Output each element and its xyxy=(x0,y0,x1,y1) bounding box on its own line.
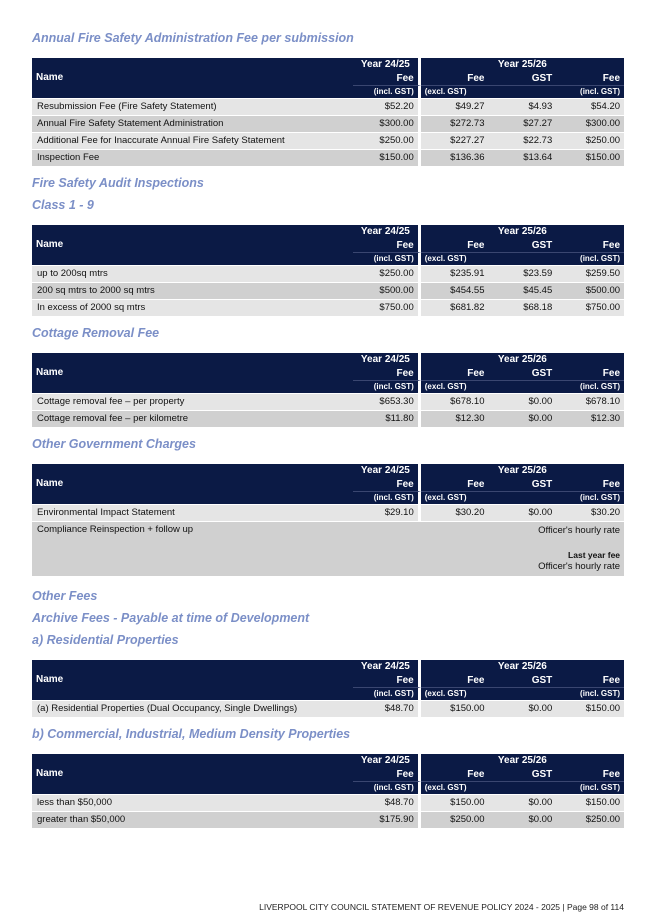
column-subheader-incl-gst: (incl. GST) xyxy=(353,687,421,700)
column-header-gst: GST xyxy=(489,239,557,252)
fee-25-26-incl-gst-cell: $678.10 xyxy=(556,393,624,410)
table-row xyxy=(32,115,624,132)
subheading-commercial-properties: b) Commercial, Industrial, Medium Density Properties xyxy=(32,727,351,741)
fee-25-26-incl-gst-cell: $150.00 xyxy=(556,700,624,717)
column-header-name: Name xyxy=(32,353,353,393)
section-heading-fire-safety-audit: Fire Safety Audit Inspections xyxy=(32,176,204,190)
fee-table-residential-properties xyxy=(32,660,624,717)
column-subheader-incl-gst: (incl. GST) xyxy=(556,491,624,504)
subheading-archive-fees: Archive Fees - Payable at time of Development xyxy=(32,611,310,625)
table-row xyxy=(32,282,624,299)
last-year-fee-label: Last year fee xyxy=(568,550,621,560)
column-header-year-24-25: Year 24/25 xyxy=(353,58,421,72)
table-row xyxy=(32,132,624,149)
column-header-year-25-26: Year 25/26 xyxy=(421,58,624,72)
column-header-fee: Fee xyxy=(421,478,489,491)
fee-name-cell: up to 200sq mtrs xyxy=(32,265,353,282)
gst-25-26-cell: $0.00 xyxy=(489,393,557,410)
fee-25-26-incl-gst-cell: $12.30 xyxy=(556,410,624,427)
fee-24-25-incl-gst-cell: $150.00 xyxy=(353,149,421,166)
fee-name-cell: less than $50,000 xyxy=(32,794,353,811)
column-header-year-25-26: Year 25/26 xyxy=(421,754,624,768)
fee-table-cottage-removal xyxy=(32,353,624,427)
column-header-fee: Fee xyxy=(421,674,489,687)
gst-25-26-cell: $0.00 xyxy=(489,700,557,717)
fee-25-26-excl-gst-cell: $454.55 xyxy=(421,282,489,299)
fee-25-26-incl-gst-cell: $250.00 xyxy=(556,132,624,149)
column-subheader-incl-gst: (incl. GST) xyxy=(556,687,624,700)
gst-25-26-cell: $45.45 xyxy=(489,282,557,299)
fee-24-25-incl-gst-cell: $29.10 xyxy=(353,504,421,521)
column-header-fee: Fee xyxy=(353,478,421,491)
table-row xyxy=(32,521,624,576)
column-header-name: Name xyxy=(32,225,353,265)
column-header-fee: Fee xyxy=(421,367,489,380)
fee-name-cell: Compliance Reinspection + follow up xyxy=(32,521,353,576)
column-header-gst: GST xyxy=(489,768,557,781)
fee-25-26-excl-gst-cell: $150.00 xyxy=(421,700,489,717)
column-subheader-incl-gst: (incl. GST) xyxy=(556,380,624,393)
fee-name-cell: Cottage removal fee – per kilometre xyxy=(32,410,353,427)
subheading-class-1-9: Class 1 - 9 xyxy=(32,198,94,212)
column-header-year-24-25: Year 24/25 xyxy=(353,754,421,768)
fee-25-26-incl-gst-cell: $250.00 xyxy=(556,811,624,828)
hourly-rate-cell xyxy=(353,521,624,576)
fee-24-25-incl-gst-cell: $653.30 xyxy=(353,393,421,410)
fee-name-cell: Annual Fire Safety Statement Administration xyxy=(32,115,353,132)
page-content xyxy=(32,0,624,828)
column-header-name: Name xyxy=(32,58,353,98)
fee-25-26-excl-gst-cell: $136.36 xyxy=(421,149,489,166)
table-row xyxy=(32,149,624,166)
table-row xyxy=(32,299,624,316)
fee-25-26-excl-gst-cell: $12.30 xyxy=(421,410,489,427)
fee-name-cell: 200 sq mtrs to 2000 sq mtrs xyxy=(32,282,353,299)
subheading-residential-properties: a) Residential Properties xyxy=(32,633,179,647)
column-header-fee: Fee xyxy=(556,72,624,85)
column-header-year-24-25: Year 24/25 xyxy=(353,464,421,478)
table-row xyxy=(32,811,624,828)
column-header-gst: GST xyxy=(489,367,557,380)
fee-24-25-incl-gst-cell: $48.70 xyxy=(353,794,421,811)
column-subheader-excl-gst: (excl. GST) xyxy=(421,687,489,700)
gst-25-26-cell: $22.73 xyxy=(489,132,557,149)
fee-table-other-government-charges xyxy=(32,464,624,576)
fee-24-25-incl-gst-cell: $11.80 xyxy=(353,410,421,427)
fee-name-cell: (a) Residential Properties (Dual Occupancy, Single Dwellings) xyxy=(32,700,353,717)
fee-25-26-incl-gst-cell: $30.20 xyxy=(556,504,624,521)
column-subheader-blank xyxy=(489,491,557,504)
section-heading-cottage-removal: Cottage Removal Fee xyxy=(32,326,160,340)
column-header-year-24-25: Year 24/25 xyxy=(353,353,421,367)
hourly-rate-block xyxy=(353,522,624,576)
fee-24-25-incl-gst-cell: $48.70 xyxy=(353,700,421,717)
column-subheader-incl-gst: (incl. GST) xyxy=(353,380,421,393)
column-header-year-24-25: Year 24/25 xyxy=(353,225,421,239)
fee-name-cell: Resubmission Fee (Fire Safety Statement) xyxy=(32,98,353,115)
column-header-fee: Fee xyxy=(421,768,489,781)
gst-25-26-cell: $4.93 xyxy=(489,98,557,115)
column-header-name: Name xyxy=(32,660,353,700)
fee-25-26-incl-gst-cell: $259.50 xyxy=(556,265,624,282)
current-rate-text: Officer's hourly rate xyxy=(538,525,621,536)
fee-table-fire-safety-audit xyxy=(32,225,624,316)
column-subheader-excl-gst: (excl. GST) xyxy=(421,85,489,98)
column-header-fee: Fee xyxy=(353,239,421,252)
column-header-gst: GST xyxy=(489,478,557,491)
table-row xyxy=(32,265,624,282)
fee-24-25-incl-gst-cell: $250.00 xyxy=(353,265,421,282)
column-subheader-blank xyxy=(489,781,557,794)
column-subheader-incl-gst: (incl. GST) xyxy=(353,85,421,98)
column-subheader-incl-gst: (incl. GST) xyxy=(556,781,624,794)
gst-25-26-cell: $0.00 xyxy=(489,410,557,427)
column-header-fee: Fee xyxy=(556,239,624,252)
page-footer: LIVERPOOL CITY COUNCIL STATEMENT OF REVENUE POLICY 2024 - 2025 | Page 98 of 114 xyxy=(259,902,624,912)
column-header-name: Name xyxy=(32,754,353,794)
section-heading-annual-fire-safety: Annual Fire Safety Administration Fee per submission xyxy=(32,31,354,45)
column-header-gst: GST xyxy=(489,674,557,687)
column-header-gst: GST xyxy=(489,72,557,85)
fee-table-annual-fire-safety xyxy=(32,58,624,166)
fee-25-26-incl-gst-cell: $500.00 xyxy=(556,282,624,299)
column-header-fee: Fee xyxy=(421,239,489,252)
column-subheader-incl-gst: (incl. GST) xyxy=(556,252,624,265)
column-subheader-excl-gst: (excl. GST) xyxy=(421,252,489,265)
column-header-fee: Fee xyxy=(556,478,624,491)
column-subheader-blank xyxy=(489,380,557,393)
fee-25-26-excl-gst-cell: $250.00 xyxy=(421,811,489,828)
gst-25-26-cell: $0.00 xyxy=(489,811,557,828)
table-row xyxy=(32,410,624,427)
fee-name-cell: Inspection Fee xyxy=(32,149,353,166)
table-row xyxy=(32,393,624,410)
last-year-rate-text: Officer's hourly rate xyxy=(538,561,621,572)
gst-25-26-cell: $23.59 xyxy=(489,265,557,282)
fee-25-26-excl-gst-cell: $272.73 xyxy=(421,115,489,132)
fee-24-25-incl-gst-cell: $500.00 xyxy=(353,282,421,299)
column-header-fee: Fee xyxy=(556,768,624,781)
fee-25-26-incl-gst-cell: $750.00 xyxy=(556,299,624,316)
fee-25-26-excl-gst-cell: $150.00 xyxy=(421,794,489,811)
fee-25-26-incl-gst-cell: $54.20 xyxy=(556,98,624,115)
table-row xyxy=(32,700,624,717)
column-subheader-excl-gst: (excl. GST) xyxy=(421,491,489,504)
fee-name-cell: Environmental Impact Statement xyxy=(32,504,353,521)
section-heading-other-government-charges: Other Government Charges xyxy=(32,437,196,451)
column-header-year-24-25: Year 24/25 xyxy=(353,660,421,674)
column-header-year-25-26: Year 25/26 xyxy=(421,660,624,674)
fee-25-26-incl-gst-cell: $300.00 xyxy=(556,115,624,132)
column-header-name: Name xyxy=(32,464,353,504)
fee-25-26-incl-gst-cell: $150.00 xyxy=(556,149,624,166)
column-subheader-incl-gst: (incl. GST) xyxy=(353,252,421,265)
table-row xyxy=(32,98,624,115)
fee-25-26-excl-gst-cell: $49.27 xyxy=(421,98,489,115)
section-heading-other-fees: Other Fees xyxy=(32,589,98,603)
gst-25-26-cell: $13.64 xyxy=(489,149,557,166)
fee-25-26-incl-gst-cell: $150.00 xyxy=(556,794,624,811)
gst-25-26-cell: $27.27 xyxy=(489,115,557,132)
fee-24-25-incl-gst-cell: $52.20 xyxy=(353,98,421,115)
fee-25-26-excl-gst-cell: $678.10 xyxy=(421,393,489,410)
column-subheader-excl-gst: (excl. GST) xyxy=(421,781,489,794)
table-row xyxy=(32,794,624,811)
column-subheader-blank xyxy=(489,687,557,700)
column-header-fee: Fee xyxy=(353,768,421,781)
column-header-fee: Fee xyxy=(556,674,624,687)
column-subheader-blank xyxy=(489,252,557,265)
fee-25-26-excl-gst-cell: $235.91 xyxy=(421,265,489,282)
fee-25-26-excl-gst-cell: $227.27 xyxy=(421,132,489,149)
column-header-fee: Fee xyxy=(556,367,624,380)
column-header-year-25-26: Year 25/26 xyxy=(421,464,624,478)
column-subheader-excl-gst: (excl. GST) xyxy=(421,380,489,393)
gst-25-26-cell: $68.18 xyxy=(489,299,557,316)
fee-name-cell: Additional Fee for Inaccurate Annual Fire Safety Statement xyxy=(32,132,353,149)
column-subheader-incl-gst: (incl. GST) xyxy=(556,85,624,98)
column-subheader-incl-gst: (incl. GST) xyxy=(353,491,421,504)
fee-24-25-incl-gst-cell: $300.00 xyxy=(353,115,421,132)
fee-25-26-excl-gst-cell: $681.82 xyxy=(421,299,489,316)
fee-name-cell: Cottage removal fee – per property xyxy=(32,393,353,410)
fee-name-cell: greater than $50,000 xyxy=(32,811,353,828)
column-header-fee: Fee xyxy=(353,674,421,687)
fee-25-26-excl-gst-cell: $30.20 xyxy=(421,504,489,521)
fee-table-commercial-properties xyxy=(32,754,624,828)
column-header-fee: Fee xyxy=(353,367,421,380)
column-header-fee: Fee xyxy=(421,72,489,85)
fee-24-25-incl-gst-cell: $175.90 xyxy=(353,811,421,828)
table-row xyxy=(32,504,624,521)
fee-name-cell: In excess of 2000 sq mtrs xyxy=(32,299,353,316)
column-header-year-25-26: Year 25/26 xyxy=(421,353,624,367)
fee-24-25-incl-gst-cell: $250.00 xyxy=(353,132,421,149)
column-subheader-incl-gst: (incl. GST) xyxy=(353,781,421,794)
column-header-fee: Fee xyxy=(353,72,421,85)
gst-25-26-cell: $0.00 xyxy=(489,794,557,811)
column-subheader-blank xyxy=(489,85,557,98)
fee-24-25-incl-gst-cell: $750.00 xyxy=(353,299,421,316)
gst-25-26-cell: $0.00 xyxy=(489,504,557,521)
column-header-year-25-26: Year 25/26 xyxy=(421,225,624,239)
